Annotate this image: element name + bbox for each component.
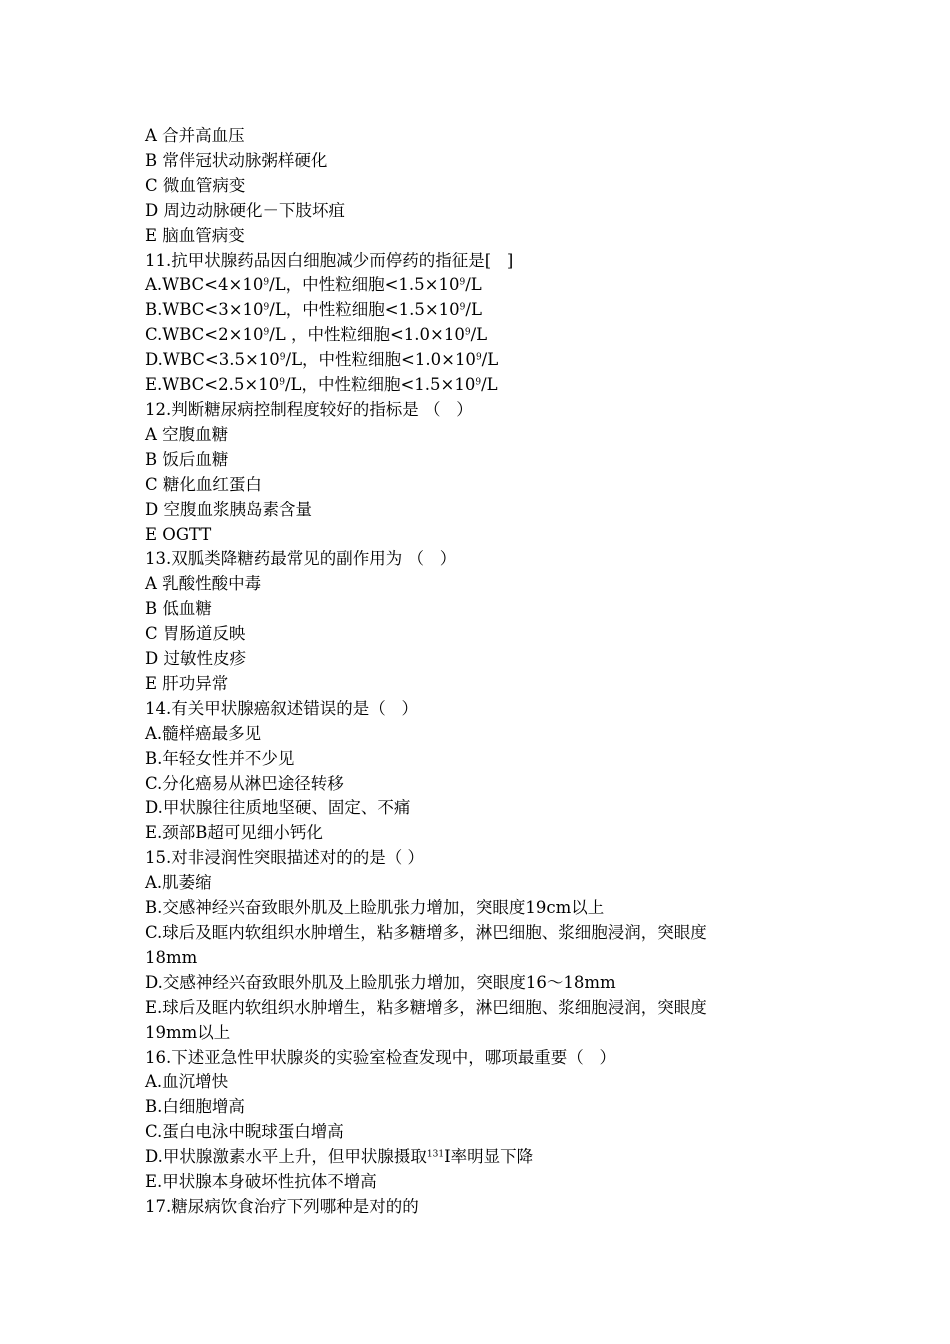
- question-16: 16.下述亚急性甲状腺炎的实验室检查发现中，哪项最重要（ ）: [145, 1047, 616, 1067]
- q12-option-e: E OGTT: [145, 524, 212, 544]
- q13-option-a: A 乳酸性酸中毒: [145, 574, 262, 594]
- q16-option-b: B.白细胞增高: [145, 1097, 245, 1117]
- superscript: 9: [263, 302, 270, 313]
- q12-option-b: B 饭后血糖: [145, 449, 229, 469]
- q15-option-a: A.肌萎缩: [145, 873, 212, 893]
- q16-option-a: A.血沉增快: [145, 1072, 229, 1092]
- q14-option-d: D.甲状腺往往质地坚硬、固定、不痛: [145, 798, 411, 818]
- question-11: 11.抗甲状腺药品因白细胞减少而停药的指征是[ ]: [145, 250, 514, 270]
- q16-option-c: C.蛋白电泳中睨球蛋白增高: [145, 1122, 344, 1142]
- q15-option-c: C.球后及眶内软组织水肿增生，粘多糖增多，淋巴细胞、浆细胞浸润，突眼度: [145, 923, 707, 942]
- question-13: 13.双胍类降糖药最常见的副作用为 （ ）: [145, 549, 457, 569]
- q13-option-d: D 过敏性皮疹: [145, 649, 246, 669]
- q12-option-d: D 空腹血浆胰岛素含量: [145, 499, 312, 519]
- superscript: 9: [279, 377, 285, 388]
- question-15: 15.对非浸润性突眼描述对的的是（ ）: [145, 848, 424, 868]
- option-a-hypertension: A 合并高血压: [145, 126, 245, 145]
- q12-option-a: A 空腹血糖: [145, 424, 229, 444]
- q15-option-b: B.交感神经兴奋致眼外肌及上睑肌张力增加，突眼度19cm以上: [145, 898, 605, 918]
- q11-option-e: $E.WBC<2.5\times 10^9/L$，中性粒细胞$<1.5\times 10^9/L$: [145, 375, 498, 395]
- q14-option-c: C.分化癌易从淋巴途径转移: [145, 773, 344, 793]
- q11-option-d: $D.WBC<3.5\times 10^9/L$，中性粒细胞$<1.0\times 10^9/L$: [145, 350, 499, 370]
- q11-option-c: $C.WBC<2\times 10^9/L$ ，中性粒细胞$<1.0\times 10^9/L$: [145, 325, 488, 345]
- option-b-coronary: B 常伴冠状动脉粥样硬化: [145, 150, 328, 170]
- q15-option-d: D.交感神经兴奋致眼外肌及上睑肌张力增加，突眼度16～18mm: [145, 972, 616, 992]
- superscript: 9: [279, 352, 286, 363]
- q12-option-c: C 糖化血红蛋白: [145, 474, 262, 494]
- superscript: 9: [263, 327, 270, 338]
- question-17: 17.糖尿病饮食治疗下列哪种是对的的: [145, 1196, 419, 1216]
- q13-option-c: C 胃肠道反映: [145, 624, 246, 644]
- superscript: 9: [459, 278, 466, 289]
- superscript: 9: [263, 278, 270, 289]
- option-e-cerebrovascular: E 脑血管病变: [145, 225, 245, 245]
- q15-option-e: E.球后及眶内软组织水肿增生，粘多糖增多，淋巴细胞、浆细胞浸润，突眼度: [145, 997, 707, 1017]
- q11-option-b: $B.WBC<3\times 10^9/L$，中性粒细胞$<1.5\times 10^9/L$: [145, 300, 482, 320]
- superscript: 9: [459, 302, 466, 313]
- q16-option-d: D.甲状腺激素水平上升，但甲状腺摄取$^{131}$I率明显下降: [145, 1147, 534, 1167]
- superscript: 9: [475, 352, 482, 363]
- q14-option-e: E.颈部B超可见细小钙化: [145, 823, 323, 843]
- superscript: 9: [464, 327, 471, 338]
- q15-option-c-cont: 18mm: [145, 947, 198, 967]
- q13-option-b: B 低血糖: [145, 599, 212, 619]
- q13-option-e: E 肝功异常: [145, 673, 229, 693]
- document-page: [145, 124, 825, 1220]
- question-14: 14.有关甲状腺癌叙述错误的是（ ）: [145, 698, 418, 718]
- question-12: 12.判断糖尿病控制程度较好的指标是 （ ）: [145, 399, 473, 419]
- option-c-microvascular: C 微血管病变: [145, 175, 246, 195]
- option-d-peripheral: D 周边动脉硬化－下肢坏疽: [145, 200, 345, 220]
- q16-option-e: E.甲状腺本身破坏性抗体不增高: [145, 1172, 377, 1192]
- q14-option-a: A.髓样癌最多见: [145, 723, 262, 743]
- superscript: 9: [475, 377, 482, 388]
- q11-option-a: $A.WBC<4\times 10^9/L$，中性粒细胞$<1.5\times 10^9/L$: [145, 275, 482, 295]
- q15-option-e-cont: 19mm以上: [145, 1022, 231, 1042]
- q14-option-b: B.年轻女性并不少见: [145, 748, 295, 768]
- superscript: 131: [426, 1149, 445, 1160]
